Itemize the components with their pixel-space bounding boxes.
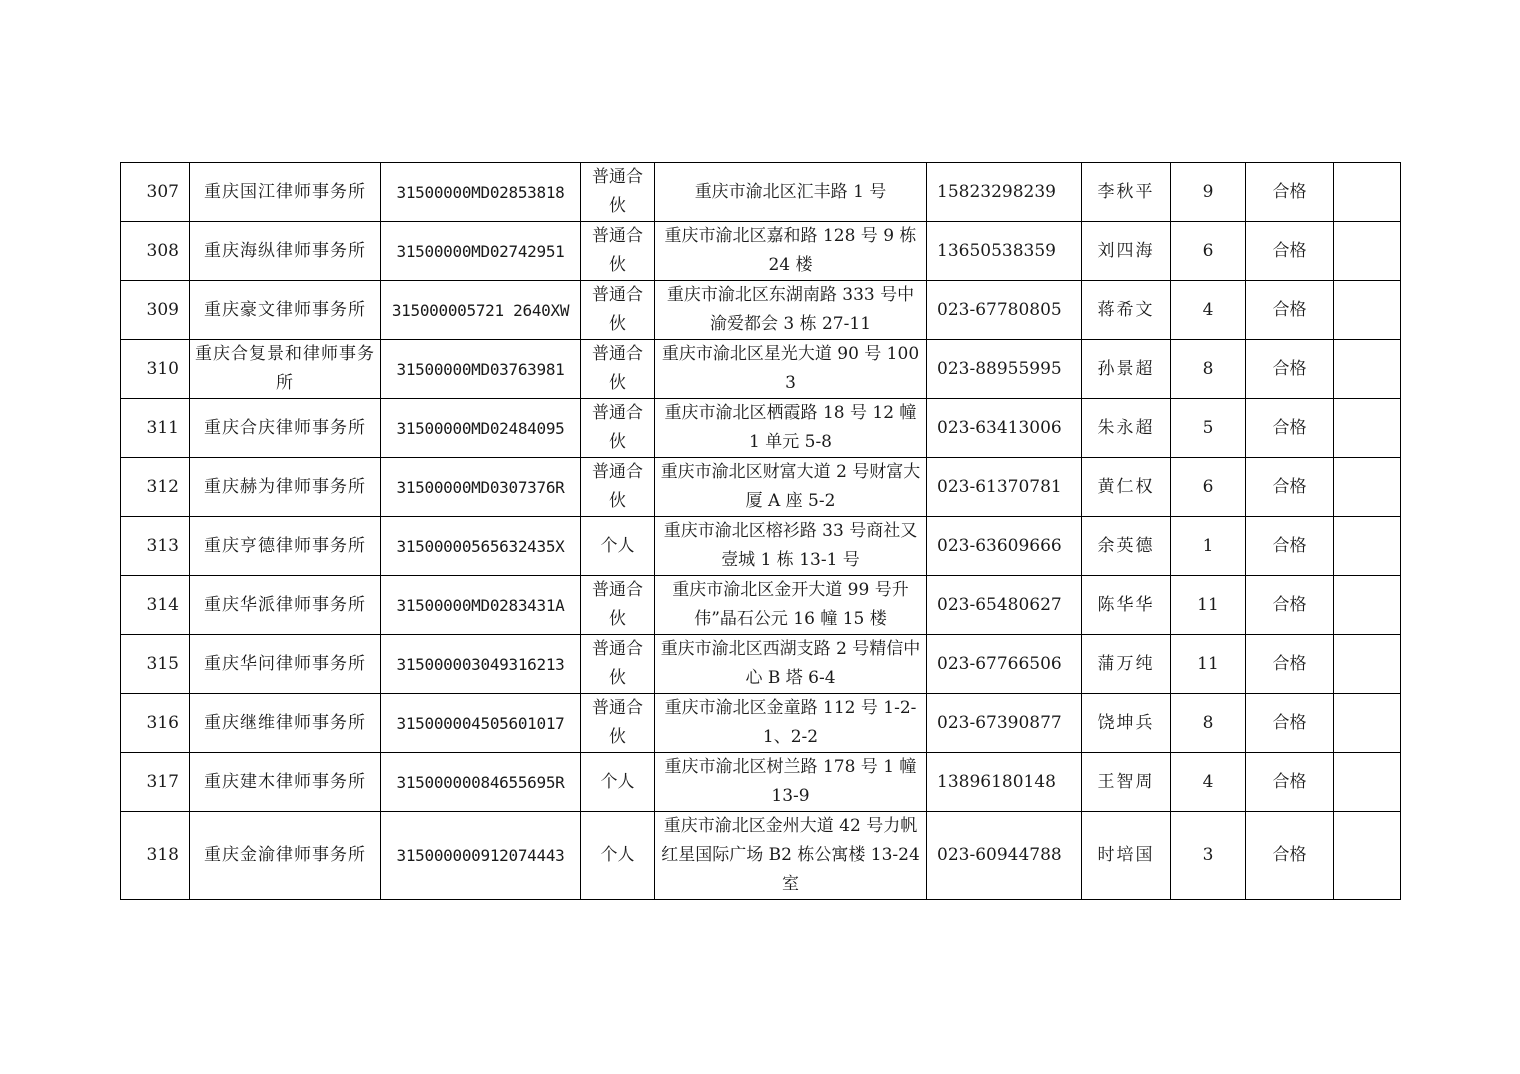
cell-phone: 023-67390877 [927, 694, 1082, 753]
cell-no: 307 [121, 163, 190, 222]
table-row [121, 753, 1401, 812]
cell-address: 重庆市渝北区榕衫路 33 号商社又壹城 1 栋 13-1 号 [655, 517, 927, 576]
cell-representative: 孙景超 [1082, 340, 1171, 399]
cell-lawyer-count: 9 [1171, 163, 1246, 222]
cell-lawyer-count: 11 [1171, 576, 1246, 635]
cell-phone: 023-67766506 [927, 635, 1082, 694]
cell-address: 重庆市渝北区星光大道 90 号 1003 [655, 340, 927, 399]
cell-phone: 023-63609666 [927, 517, 1082, 576]
cell-firm-name: 重庆华问律师事务所 [190, 635, 381, 694]
cell-result: 合格 [1246, 812, 1334, 900]
cell-license-code: 315000005721 2640XW [381, 281, 581, 340]
cell-org-type: 普通合伙 [581, 694, 655, 753]
cell-license-code: 31500000084655695R [381, 753, 581, 812]
cell-lawyer-count: 4 [1171, 753, 1246, 812]
cell-note [1334, 517, 1401, 576]
cell-result: 合格 [1246, 458, 1334, 517]
cell-phone: 023-67780805 [927, 281, 1082, 340]
table-row [121, 458, 1401, 517]
cell-license-code: 31500000MD02853818 [381, 163, 581, 222]
cell-representative: 蒲万纯 [1082, 635, 1171, 694]
cell-phone: 023-65480627 [927, 576, 1082, 635]
cell-result: 合格 [1246, 340, 1334, 399]
table-row [121, 163, 1401, 222]
cell-license-code: 31500000MD03763981 [381, 340, 581, 399]
cell-lawyer-count: 8 [1171, 340, 1246, 399]
cell-license-code: 31500000MD0283431A [381, 576, 581, 635]
cell-note [1334, 281, 1401, 340]
table-row [121, 517, 1401, 576]
cell-phone: 15823298239 [927, 163, 1082, 222]
cell-note [1334, 812, 1401, 900]
cell-phone: 023-63413006 [927, 399, 1082, 458]
cell-org-type: 普通合伙 [581, 222, 655, 281]
cell-address: 重庆市渝北区栖霞路 18 号 12 幢 1 单元 5-8 [655, 399, 927, 458]
cell-lawyer-count: 6 [1171, 222, 1246, 281]
cell-org-type: 普通合伙 [581, 163, 655, 222]
cell-org-type: 普通合伙 [581, 399, 655, 458]
cell-org-type: 普通合伙 [581, 281, 655, 340]
cell-no: 314 [121, 576, 190, 635]
cell-representative: 陈华华 [1082, 576, 1171, 635]
cell-result: 合格 [1246, 576, 1334, 635]
cell-no: 317 [121, 753, 190, 812]
table-body [121, 163, 1401, 900]
cell-license-code: 315000003049316213 [381, 635, 581, 694]
cell-phone: 13650538359 [927, 222, 1082, 281]
cell-firm-name: 重庆建木律师事务所 [190, 753, 381, 812]
cell-license-code: 315000004505601017 [381, 694, 581, 753]
cell-lawyer-count: 1 [1171, 517, 1246, 576]
cell-firm-name: 重庆华派律师事务所 [190, 576, 381, 635]
cell-note [1334, 753, 1401, 812]
cell-representative: 余英德 [1082, 517, 1171, 576]
cell-representative: 朱永超 [1082, 399, 1171, 458]
cell-firm-name: 重庆豪文律师事务所 [190, 281, 381, 340]
cell-no: 313 [121, 517, 190, 576]
cell-address: 重庆市渝北区树兰路 178 号 1 幢 13-9 [655, 753, 927, 812]
cell-lawyer-count: 11 [1171, 635, 1246, 694]
cell-result: 合格 [1246, 222, 1334, 281]
cell-org-type: 普通合伙 [581, 576, 655, 635]
table-row [121, 812, 1401, 900]
cell-address: 重庆市渝北区汇丰路 1 号 [655, 163, 927, 222]
cell-result: 合格 [1246, 753, 1334, 812]
cell-firm-name: 重庆合复景和律师事务所 [190, 340, 381, 399]
cell-lawyer-count: 8 [1171, 694, 1246, 753]
cell-no: 312 [121, 458, 190, 517]
cell-address: 重庆市渝北区金童路 112 号 1-2-1、2-2 [655, 694, 927, 753]
law-firm-table [120, 162, 1401, 900]
cell-lawyer-count: 5 [1171, 399, 1246, 458]
cell-license-code: 31500000MD02742951 [381, 222, 581, 281]
cell-representative: 饶坤兵 [1082, 694, 1171, 753]
cell-address: 重庆市渝北区金开大道 99 号升伟”晶石公元 16 幢 15 楼 [655, 576, 927, 635]
cell-address: 重庆市渝北区东湖南路 333 号中渝爱都会 3 栋 27-11 [655, 281, 927, 340]
cell-org-type: 个人 [581, 517, 655, 576]
cell-note [1334, 340, 1401, 399]
cell-no: 310 [121, 340, 190, 399]
cell-firm-name: 重庆亨德律师事务所 [190, 517, 381, 576]
cell-firm-name: 重庆海纵律师事务所 [190, 222, 381, 281]
cell-no: 311 [121, 399, 190, 458]
cell-phone: 023-60944788 [927, 812, 1082, 900]
cell-license-code: 31500000MD02484095 [381, 399, 581, 458]
cell-org-type: 个人 [581, 753, 655, 812]
cell-representative: 刘四海 [1082, 222, 1171, 281]
table-row [121, 576, 1401, 635]
cell-note [1334, 399, 1401, 458]
cell-org-type: 个人 [581, 812, 655, 900]
table-row [121, 399, 1401, 458]
cell-no: 309 [121, 281, 190, 340]
table-row [121, 340, 1401, 399]
cell-representative: 李秋平 [1082, 163, 1171, 222]
cell-firm-name: 重庆继维律师事务所 [190, 694, 381, 753]
cell-no: 315 [121, 635, 190, 694]
cell-address: 重庆市渝北区财富大道 2 号财富大厦 A 座 5-2 [655, 458, 927, 517]
cell-phone: 023-61370781 [927, 458, 1082, 517]
cell-representative: 王智周 [1082, 753, 1171, 812]
cell-license-code: 31500000MD0307376R [381, 458, 581, 517]
cell-firm-name: 重庆金渝律师事务所 [190, 812, 381, 900]
cell-firm-name: 重庆赫为律师事务所 [190, 458, 381, 517]
cell-lawyer-count: 3 [1171, 812, 1246, 900]
cell-firm-name: 重庆国江律师事务所 [190, 163, 381, 222]
cell-org-type: 普通合伙 [581, 635, 655, 694]
cell-phone: 023-88955995 [927, 340, 1082, 399]
cell-note [1334, 458, 1401, 517]
cell-lawyer-count: 4 [1171, 281, 1246, 340]
cell-no: 318 [121, 812, 190, 900]
cell-lawyer-count: 6 [1171, 458, 1246, 517]
table-row [121, 635, 1401, 694]
table-row [121, 281, 1401, 340]
cell-representative: 时培国 [1082, 812, 1171, 900]
cell-firm-name: 重庆合庆律师事务所 [190, 399, 381, 458]
table-row [121, 694, 1401, 753]
cell-result: 合格 [1246, 635, 1334, 694]
cell-result: 合格 [1246, 399, 1334, 458]
cell-org-type: 普通合伙 [581, 458, 655, 517]
cell-result: 合格 [1246, 163, 1334, 222]
cell-address: 重庆市渝北区金州大道 42 号力帆红星国际广场 B2 栋公寓楼 13-24 室 [655, 812, 927, 900]
table-row [121, 222, 1401, 281]
cell-result: 合格 [1246, 517, 1334, 576]
cell-org-type: 普通合伙 [581, 340, 655, 399]
cell-license-code: 31500000565632435X [381, 517, 581, 576]
cell-result: 合格 [1246, 281, 1334, 340]
cell-note [1334, 222, 1401, 281]
cell-address: 重庆市渝北区西湖支路 2 号精信中心 B 塔 6-4 [655, 635, 927, 694]
cell-representative: 蒋希文 [1082, 281, 1171, 340]
cell-no: 316 [121, 694, 190, 753]
cell-phone: 13896180148 [927, 753, 1082, 812]
cell-result: 合格 [1246, 694, 1334, 753]
cell-no: 308 [121, 222, 190, 281]
cell-note [1334, 576, 1401, 635]
cell-address: 重庆市渝北区嘉和路 128 号 9 栋 24 楼 [655, 222, 927, 281]
cell-note [1334, 635, 1401, 694]
cell-license-code: 315000000912074443 [381, 812, 581, 900]
cell-note [1334, 694, 1401, 753]
cell-note [1334, 163, 1401, 222]
cell-representative: 黄仁权 [1082, 458, 1171, 517]
